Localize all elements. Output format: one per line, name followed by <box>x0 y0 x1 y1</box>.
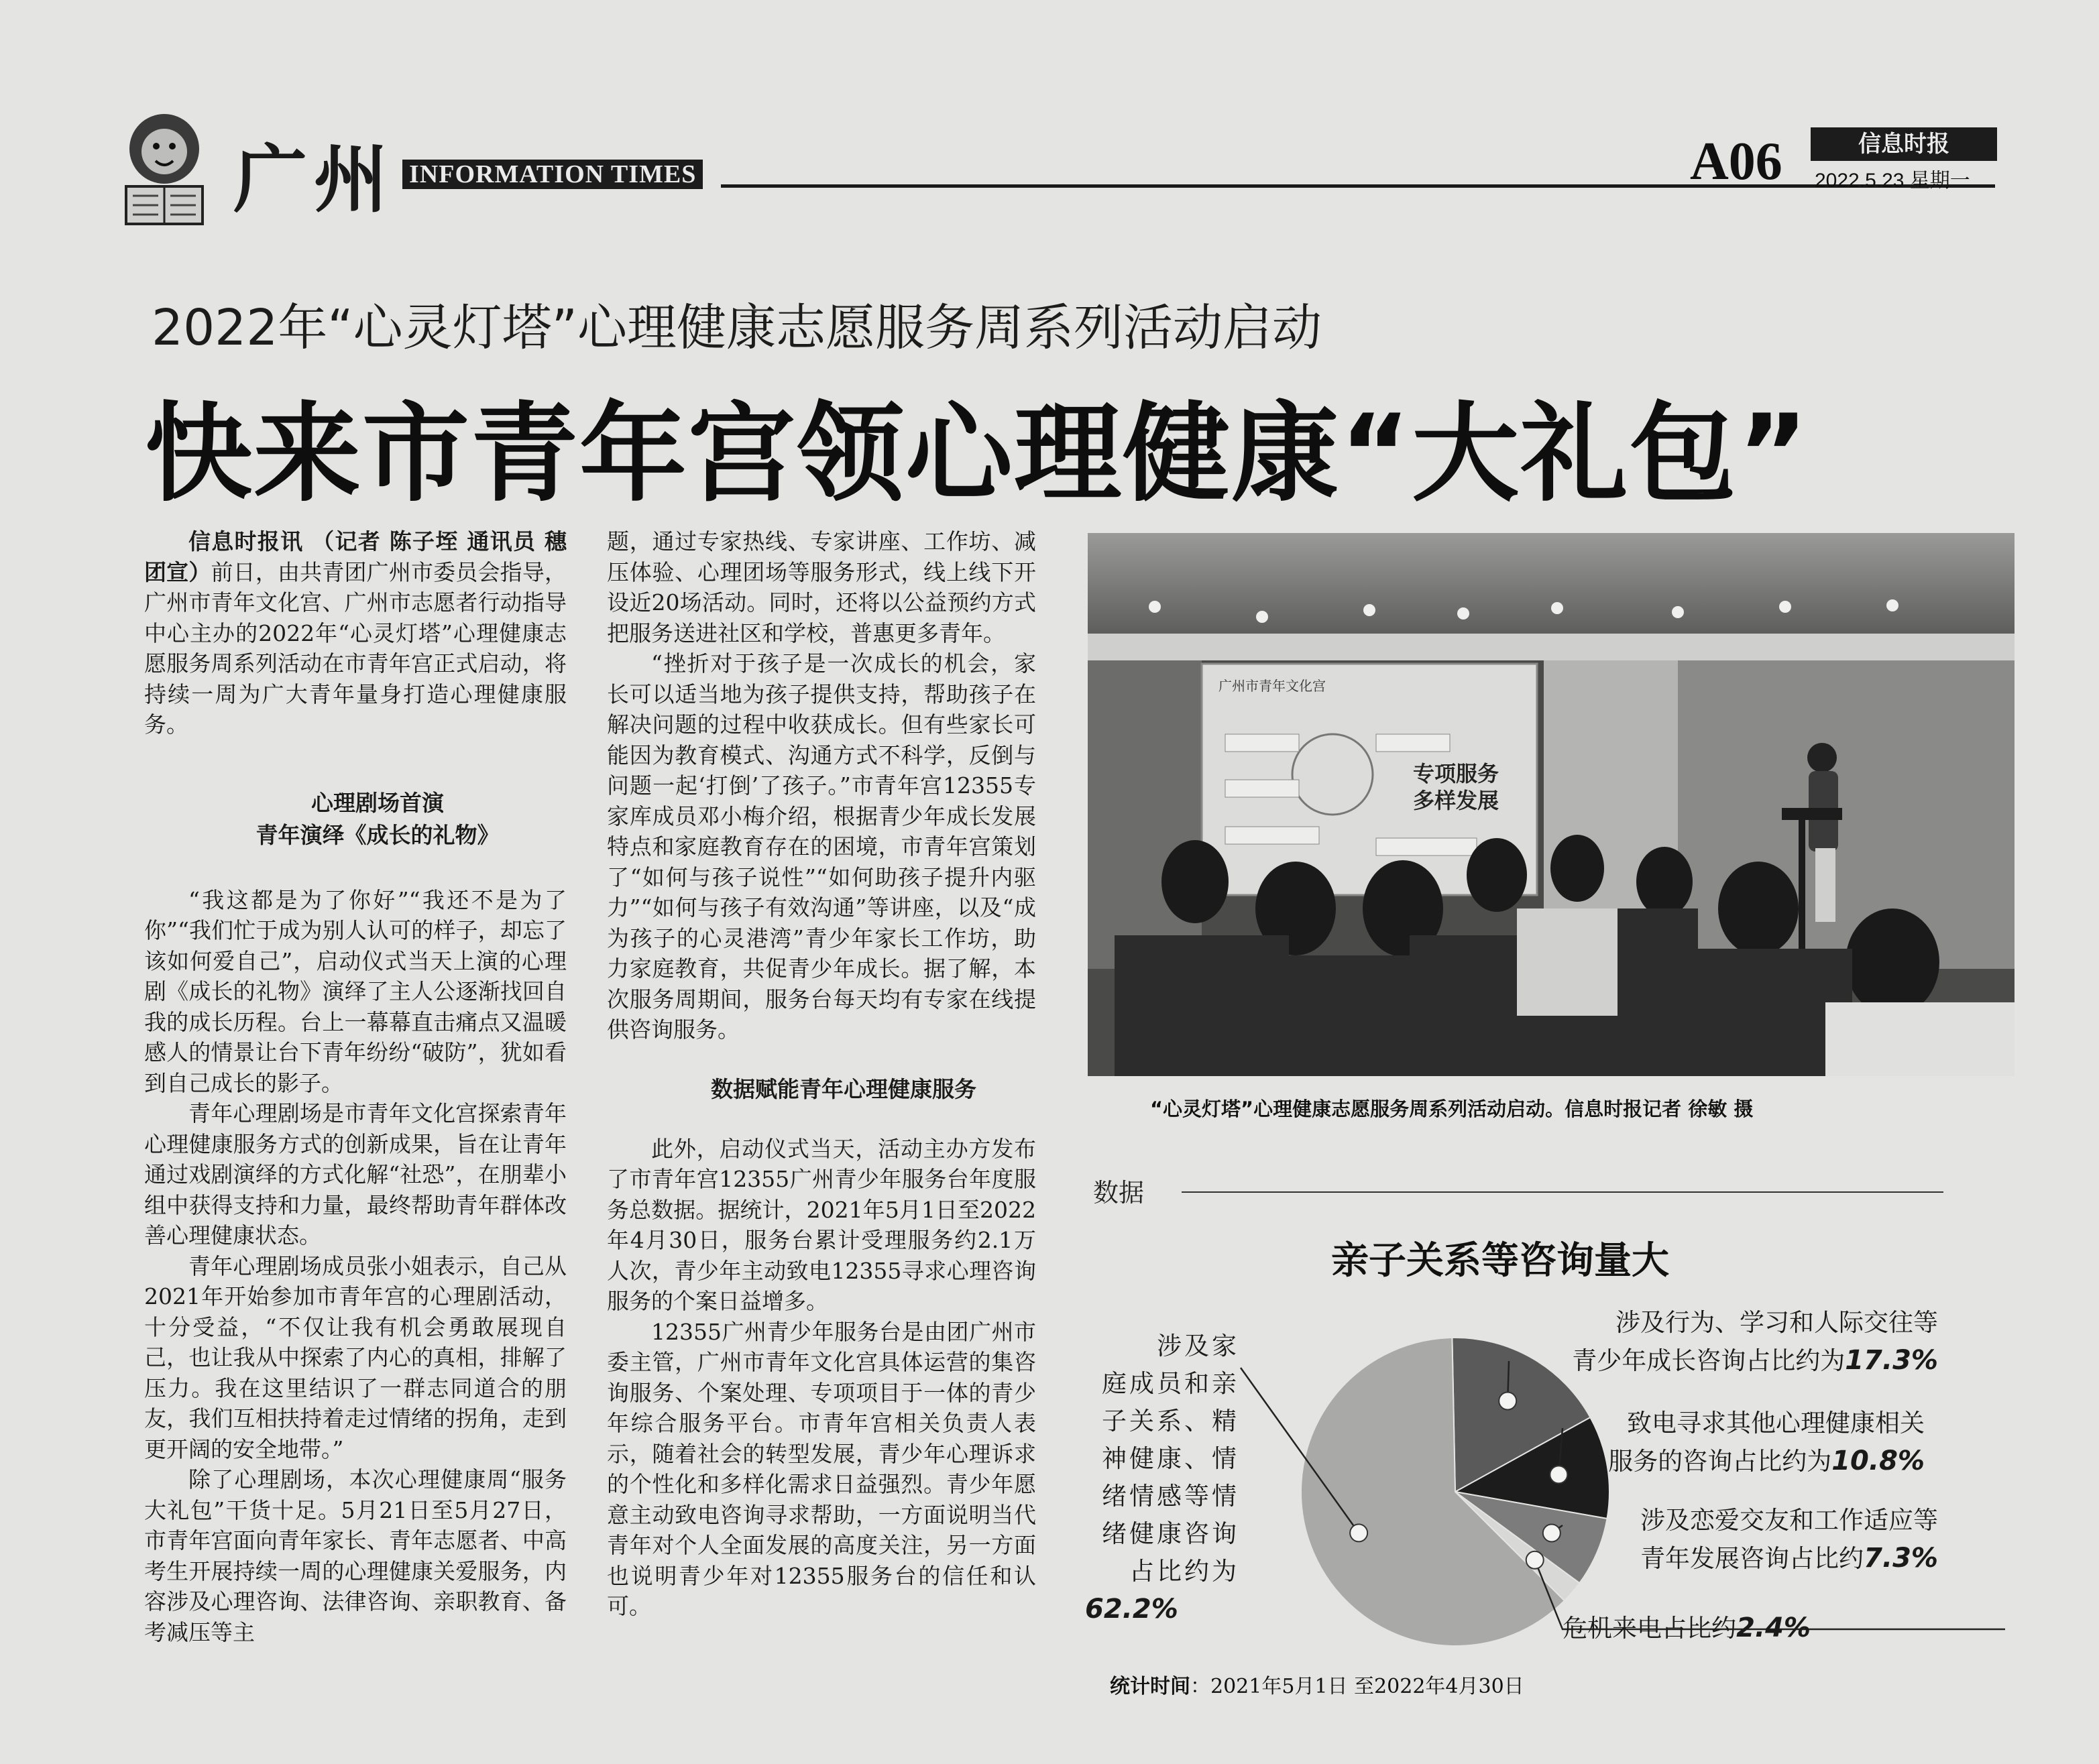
paragraph-8: 12355广州青少年服务台是由团广州市委主管，广州市青年文化宫具体运营的集咨询服务、个案处理、专项项目于一体的青少年综合服务平台。市青年宫相关负责人表示，随着社会的转型发展，青少年心理诉求的个性化和多样化需求日益强烈。青少年愿意主动致电咨询寻求帮助，一方面说明当代青年对个人全面发展的高度关注，另一方面也说明青少年对12355服务台的信任和认可。 <box>607 1318 1036 1619</box>
issue-date: 2022.5.23 星期一 <box>1815 170 1970 192</box>
slice-label-line: 青少年成长咨询占比约为17.3% <box>1572 1345 1938 1376</box>
slice-label-line: 青年发展咨询占比约7.3% <box>1640 1543 1938 1574</box>
article-headline: 快来市青年宫领心理健康“大礼包” <box>145 391 1810 516</box>
body-column-2 <box>607 526 1036 1622</box>
masthead-rule <box>721 184 1995 188</box>
statistics-period-label: 统计时间 <box>1110 1675 1190 1698</box>
paper-english-banner: INFORMATION TIMES <box>402 160 703 189</box>
lead-text: 前日，由共青团广州市委员会指导，广州市青年文化宫、广州市志愿者行动指导中心主办的2022年“心灵灯塔”心理健康志愿服务周系列活动在市青年宫正式启动，将持续一周为广大青年量身打造心理健康服务。 <box>144 558 567 738</box>
slice-marker-dot <box>1526 1551 1544 1569</box>
slice-label-youth-development <box>1542 1502 1938 1578</box>
paragraph-4: 除了心理剧场，本次心理健康周“服务大礼包”干货十足。5月21日至5月27日，市青年宫面向青年家长、青年志愿者、中高考生开展持续一周的心理健康关爱服务，内容涉及心理咨询、法律咨询、亲职教育、备考减压等主 <box>144 1466 567 1645</box>
subhead-1-line-1: 心理剧场首演 <box>311 789 444 816</box>
paragraph-2: 青年心理剧场是市青年文化宫探索青年心理健康服务方式的创新成果，旨在让青年通过戏剧演绎的方式化解“社恐”，在朋辈小组中获得支持和力量，最终帮助青年群体改善心理健康状态。 <box>144 1100 567 1248</box>
slice-label-crisis <box>1542 1609 1811 1647</box>
slice-label-line: 涉及恋爱交友和工作适应等 <box>1640 1506 1938 1535</box>
slice-label-growth <box>1509 1304 1938 1380</box>
paper-name-badge: 信息时报 <box>1811 127 1997 161</box>
statistics-period <box>1110 1669 1524 1699</box>
slice-label-line: 致电寻求其他心理健康相关 <box>1627 1409 1925 1437</box>
screen-brand-text: 广州市青年文化宫 <box>1218 678 1326 694</box>
subhead-1-line-2: 青年演绎《成长的礼物》 <box>256 821 500 848</box>
statistics-period-value: ：2021年5月1日 至2022年4月30日 <box>1190 1675 1524 1698</box>
slice-label-line: 涉及行为、学习和人际交往等 <box>1615 1308 1938 1337</box>
slice-percent: 7.3% <box>1864 1543 1938 1574</box>
slice-label-line: 绪健康咨询 <box>1102 1519 1239 1548</box>
slice-label-line: 神健康、情 <box>1102 1444 1239 1473</box>
paragraph-5: 题，通过专家热线、专家讲座、工作坊、减压体验、心理团场等服务形式，线上线下开设近20场活动。同时，还将以公益预约方式把服务送进社区和学校，普惠更多青年。 <box>607 528 1036 646</box>
slice-label-line: 服务的咨询占比约为10.8% <box>1608 1446 1925 1476</box>
slice-percent: 10.8% <box>1831 1446 1925 1476</box>
screen-main-text: 专项服务 <box>1413 761 1499 786</box>
chart-title: 亲子关系等咨询量大 <box>1331 1239 1669 1283</box>
event-photo <box>1088 533 2015 1076</box>
slice-marker-dot <box>1499 1393 1516 1410</box>
section-city-title: 广州 <box>233 136 394 223</box>
slice-label-other-mental-health <box>1536 1405 1925 1480</box>
page-number: A06 <box>1690 132 1782 191</box>
slice-label-line: 绪情感等情 <box>1102 1482 1239 1511</box>
slice-marker-dot <box>1350 1524 1367 1541</box>
body-column-1 <box>144 526 567 1647</box>
paragraph-7: 此外，启动仪式当天，活动主办方发布了市青年宫12355广州青少年服务台年度服务总数据。据统计，2021年5月1日至2022年4月30日，服务台累计受理服务约2.1万人次，青少年主动致电12355寻求心理咨询服务的个案日益增多。 <box>607 1135 1036 1314</box>
data-section-rule <box>1182 1191 1943 1193</box>
data-section-label: 数据 <box>1093 1178 1145 1208</box>
paragraph-3: 青年心理剧场成员张小姐表示，自己从2021年开始参加市青年宫的心理剧活动，十分受益，“不仅让我有机会勇敢展现自己，也让我从中探索了内心的真相，排解了压力。我在这里结识了一群志同道合的朋友，我们互相扶持着走过情绪的拐角，走到更开阔的安全地带。” <box>144 1252 567 1462</box>
podium <box>1782 808 1842 820</box>
paragraph-1: “我这都是为了你好”“我还不是为了你”“我们忙于成为别人认可的样子，却忘了该如何爱自己”，启动仪式当天上演的心理剧《成长的礼物》演绎了主人公逐渐找回自我的成长历程。台上一幕幕直击痛点又温暖感人的情景让台下青年纷纷“破防”，犹如看到自己成长的影子。 <box>144 886 567 1096</box>
byline: 信息时报讯 （记者 陈子垤 通讯员 穗团宣） <box>144 528 567 585</box>
slice-label-line: 庭成员和亲 <box>1102 1369 1239 1398</box>
slice-percent: 17.3% <box>1845 1345 1938 1376</box>
lion-mascot-logo <box>114 107 215 228</box>
slice-label-line: 占比约为 <box>1129 1557 1239 1586</box>
slice-percent: 2.4% <box>1736 1612 1811 1643</box>
screen-sub-text: 多样发展 <box>1413 788 1499 813</box>
event-photo-scene <box>1088 533 2015 1076</box>
photo-caption: “心灵灯塔”心理健康志愿服务周系列活动启动。信息时报记者 徐敏 摄 <box>1150 1098 1754 1120</box>
slice-label-line: 子关系、精 <box>1102 1407 1239 1435</box>
paragraph-6: “挫折对于孩子是一次成长的机会，家长可以适当地为孩子提供支持，帮助孩子在解决问题的过程中收获成长。但有些家长可能因为教育模式、沟通方式不科学，反倒与问题一起‘打倒’了孩子。”市青年宫12355专家库成员邓小梅介绍，根据青少年成长发展特点和家庭教育存在的困境，市青年宫策划了“如何与孩子说性”“如何助孩子提升内驱力”“如何与孩子有效沟通”等讲座，以及“成为孩子的心灵港湾”青少年家长工作坊，助力家庭教育，共促青少年成长。据了解，本次服务周期间，服务台每天均有专家在线提供咨询服务。 <box>607 650 1036 1043</box>
slice-percent: 62.2% <box>1085 1594 1178 1625</box>
subhead-2: 数据赋能青年心理健康服务 <box>711 1075 976 1102</box>
article-kicker: 2022年“心灵灯塔”心理健康志愿服务周系列活动启动 <box>152 299 1322 357</box>
slice-label-line: 危机来电占比约2.4% <box>1563 1612 1811 1643</box>
slice-label-line: 涉及家 <box>1157 1332 1239 1360</box>
slice-label-family <box>1085 1328 1239 1628</box>
lead-paragraph <box>144 526 567 740</box>
